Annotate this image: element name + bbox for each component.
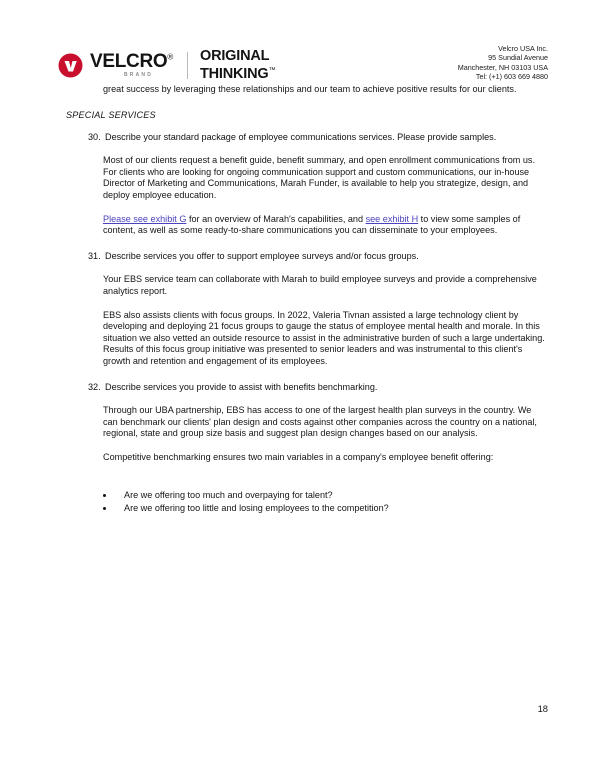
question-item-31 [88, 251, 546, 263]
answer-30-paragraph-1: Most of our clients request a benefit guide, benefit summary, and open enrollment communications from us. For clients who are looking for ongoing communication support and custom communications, our in-house Director of Marketing and Communications, Marah Funder, is available to help you strategize, design, and deploy employee education. [103, 155, 536, 200]
original-thinking-line2: THINKING [199, 65, 269, 82]
original-thinking-line2-wrap [200, 64, 275, 81]
velcro-brand-subtext: BRAND [124, 72, 154, 79]
question-number-32: 32. [88, 381, 101, 392]
velcro-wordmark-text: VELCRO [90, 51, 168, 73]
logo-divider [187, 52, 188, 79]
continued-paragraph: great success by leveraging these relationships and our team to achieve positive results for our clients. [103, 84, 517, 94]
answer-32-paragraph-2: Competitive benchmarking ensures two main variables in a company's employee benefit offering: [103, 451, 494, 462]
bullet-text: Are we offering too little and losing employees to the competition? [124, 503, 389, 514]
bullet-text: Are we offering too much and overpaying for talent? [124, 490, 333, 501]
link-paragraph-mid-text: for an overview of Marah's capabilities, and [186, 213, 366, 224]
bullet-dot-icon [103, 507, 106, 510]
question-text-30: Describe your standard package of employee communications services. Please provide samples. [105, 131, 497, 142]
bullet-dot-icon [103, 494, 106, 497]
link-exhibit-h[interactable]: see exhibit H [365, 213, 419, 224]
original-thinking-lockup [200, 50, 275, 81]
registered-symbol: ® [167, 53, 173, 63]
link-exhibit-g[interactable]: Please see exhibit G [103, 213, 187, 224]
address-phone: Tel: (+1) 603 669 4880 [475, 72, 548, 82]
address-street: 95 Sundial Avenue [488, 53, 548, 63]
benchmarking-bullet-list [103, 489, 546, 514]
velcro-brand-logo [58, 50, 275, 81]
answer-31-paragraph-1: Your EBS service team can collaborate with Marah to build employee surveys and provide a comprehensive analytics report. [103, 274, 537, 296]
list-item [103, 502, 546, 515]
address-city-state: Manchester, NH 03103 USA [457, 62, 548, 72]
answer-30-link-paragraph [103, 214, 546, 237]
trademark-symbol: ™ [268, 66, 276, 74]
velcro-wordmark-group [90, 52, 173, 78]
question-item-30 [88, 132, 546, 144]
velcro-logo-mark [58, 53, 83, 78]
link-paragraph-tail-text: to view some samples of content, as well as some ready-to-share communications you can disseminate to your employees. [103, 213, 521, 236]
answer-31-paragraph-2: EBS also assists clients with focus groups. In 2022, Valeria Tivnan assisted a large technology client by developing and deploying 21 focus groups to gauge the status of employee mental health and morale. In this situation we also vetted an outside resource to assist in the administrative burden of such a large undertaking. Results of this focus group initiative was presented to senior leaders and was instrumental to this client's growth and retention and engagement of its employees. [103, 309, 545, 366]
question-item-32 [88, 382, 546, 394]
page-number: 18 [537, 703, 548, 714]
document-body [0, 84, 600, 531]
question-number-31: 31. [88, 250, 101, 261]
company-address [458, 44, 548, 82]
velcro-wordmark [90, 52, 173, 71]
original-thinking-line1: ORIGINAL [199, 48, 270, 64]
answer-32-paragraph-1: Through our UBA partnership, EBS has access to one of the largest health plan surveys in the country. We can benchmark our clients' plan design and costs against other companies across the country on a national, regional, state and group size basis and suggest plan design changes based on our analysis. [103, 405, 537, 439]
section-heading-special-services: SPECIAL SERVICES [66, 109, 156, 120]
question-text-31: Describe services you offer to support employee surveys and/or focus groups. [105, 250, 419, 261]
question-number-30: 30. [88, 131, 101, 142]
list-item [103, 489, 546, 502]
address-company-name: Velcro USA Inc. [498, 44, 548, 53]
question-text-32: Describe services you provide to assist with benefits benchmarking. [105, 381, 378, 392]
